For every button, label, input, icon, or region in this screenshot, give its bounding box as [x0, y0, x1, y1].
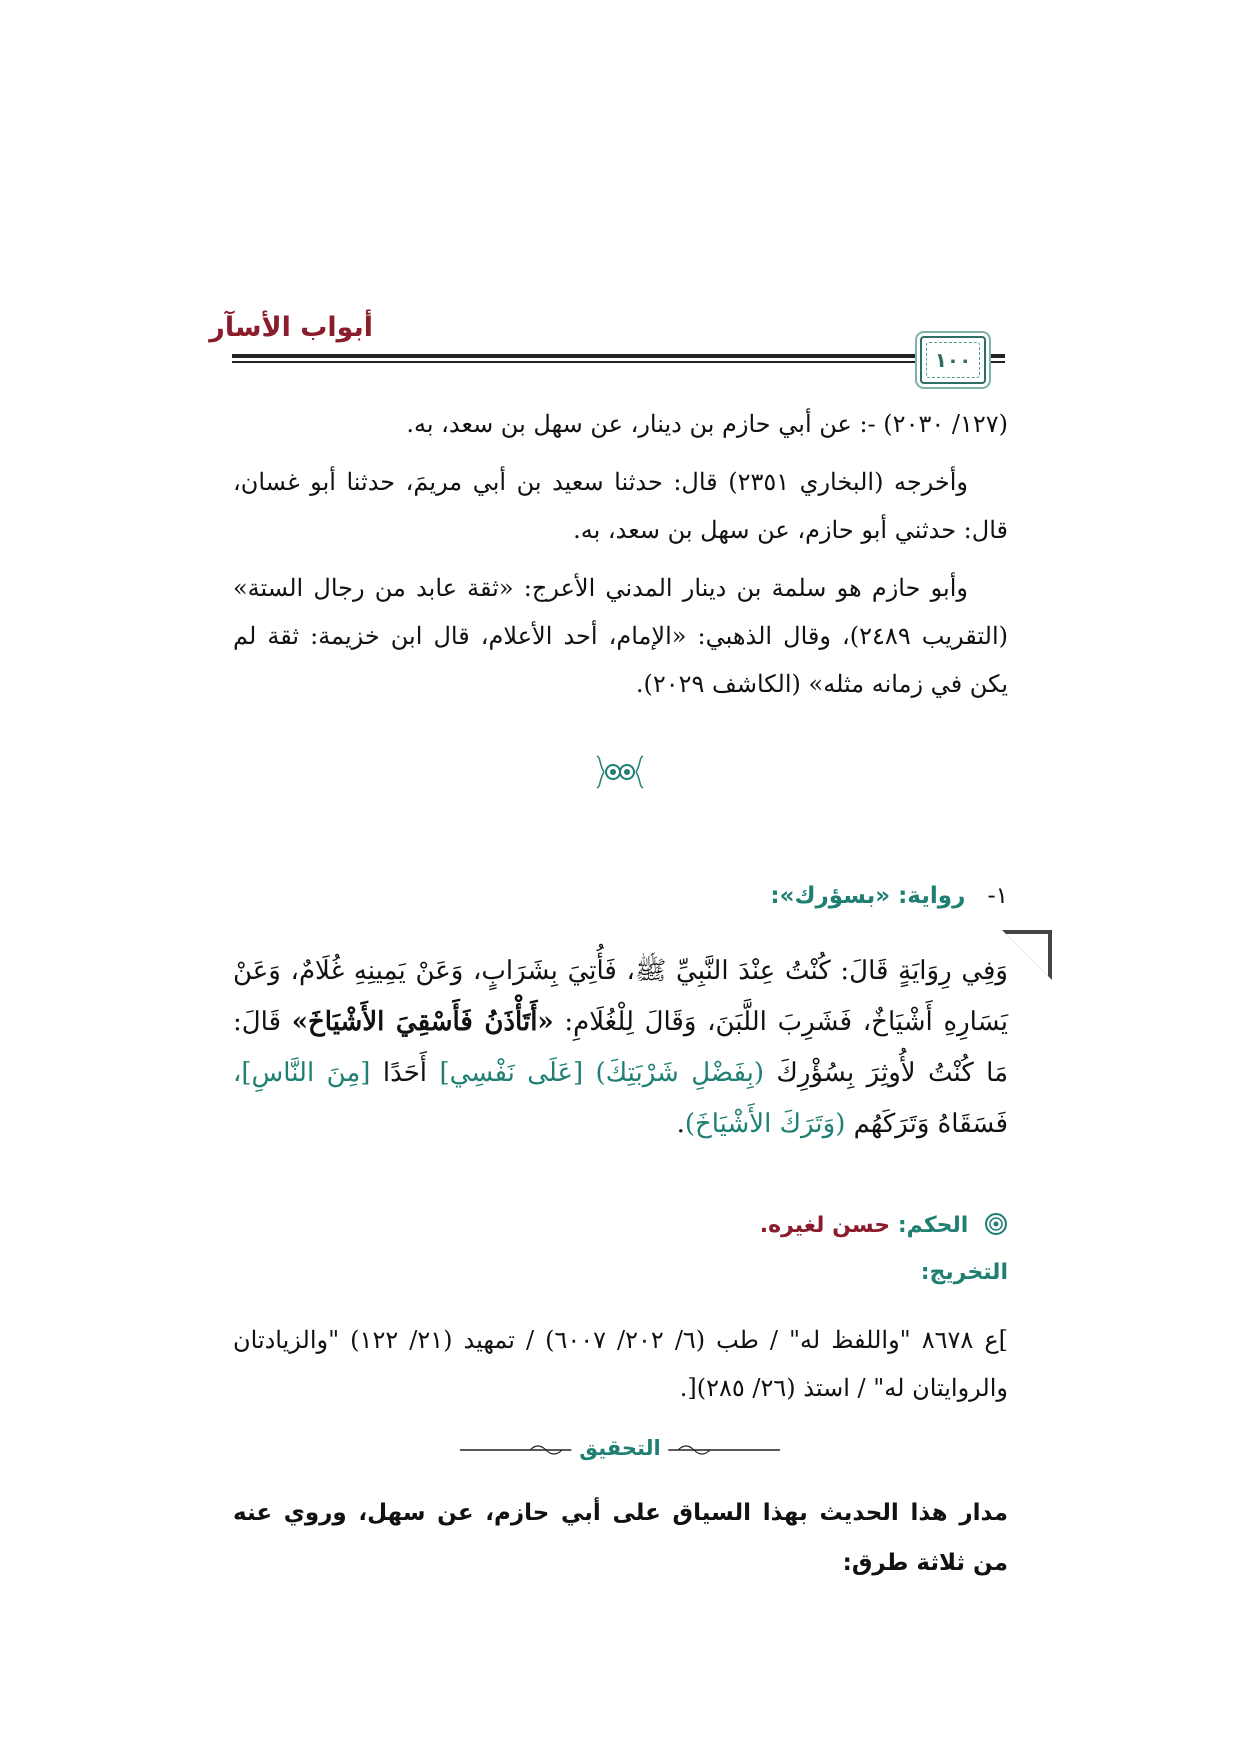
hadith-part: .: [676, 1109, 685, 1139]
conclusion-text: [233, 1488, 1008, 1598]
intro-text: [233, 400, 1008, 718]
floral-divider-icon: [595, 752, 645, 792]
hadith-part: أَحَدًا: [382, 1058, 428, 1088]
hadith-part: وَفِي رِوَايَةٍ قَالَ: كُنْتُ عِنْدَ النَّبِيِّ ﷺ، فَأُتِيَ بِشَرَابٍ، وَعَنْ يَمِينِهِ غُلَامٌ، وَعَنْ يَسَارِهِ أَشْيَاخٌ، فَشَرِبَ اللَّبَنَ، وَقَالَ لِلْغُلَامِ:: [233, 956, 1009, 1037]
rosette-icon: [984, 1212, 1008, 1236]
hadith-part: فَسَقَاهُ وَتَرَكَهُم: [853, 1109, 1008, 1139]
takhrij-heading: التخريج:: [920, 1260, 1008, 1285]
page-number: ١٠٠: [934, 348, 972, 372]
tahqiq-divider: [460, 1436, 780, 1464]
hadith-variant: (بِفَضْلِ شَرْبَتِكَ) [عَلَى نَفْسِي]: [439, 1058, 764, 1088]
takhrij-sources: ]ع ٨٦٧٨ "واللفظ له" / طب (٦/ ٢٠٢/ ٦٠٠٧) / تمهيد (٢١/ ١٢٢) "والزيادتان والروايتان له" / استذ (٢٦/ ٢٨٥)[.: [233, 1326, 1009, 1402]
header-rule: [232, 354, 1005, 358]
ruling-value: حسن لغيره.: [759, 1213, 891, 1238]
takhrij-text: [233, 1316, 1008, 1422]
paragraph-narrator: وأبو حازم هو سلمة بن دينار المدني الأعرج: «ثقة عابد من رجال الستة» (التقريب ٢٤٨٩)، وقال الذهبي: «الإمام، أحد الأعلام، قال ابن خزيمة: ثقة لم يكن في زمانه مثله» (الكاشف ٢٠٢٩).: [233, 574, 1008, 698]
conclusion-paragraph: مدار هذا الحديث بهذا السياق على أبي حازم، عن سهل، وروي عنه من ثلاثة طرق:: [233, 1500, 1008, 1576]
section-title: رواية: «بسؤرك»:: [770, 883, 966, 909]
paragraph-bukhari: وأخرجه (البخاري ٢٣٥١) قال: حدثنا سعيد بن أبي مريمَ، حدثنا أبو غسان، قال: حدثني أبو حازم، عن سهل بن سعد، به.: [233, 468, 1008, 544]
chapter-title: أبواب الأسآر: [209, 312, 373, 343]
tahqiq-heading: التحقيق: [571, 1436, 668, 1460]
hadith-variant: [مِنَ النَّاسِ]،: [233, 1058, 371, 1088]
hadith-part: قَالَ: مَا كُنْتُ لأُوثِرَ بِسُؤْرِكَ: [233, 1007, 1009, 1088]
hadith-variant: (وَتَرَكَ الأَشْيَاخَ): [684, 1109, 846, 1139]
hadith-text: [233, 946, 1008, 1150]
ruling-line: [760, 1212, 1008, 1238]
ruling-label: الحكم:: [897, 1213, 969, 1238]
section-heading: [770, 883, 1008, 909]
page-number-frame: [920, 336, 986, 384]
section-number: ١-: [987, 883, 1008, 909]
paragraph-continuation: (١٢٧/ ٢٠٣٠) -: عن أبي حازم بن دينار، عن سهل بن سعد، به.: [406, 410, 1008, 438]
hadith-quote: «أَتَأْذَنُ فَأَسْقِيَ الأَشْيَاخَ»: [291, 1007, 554, 1037]
corner-ornament-icon: [1002, 930, 1052, 980]
header-rule-thin: [232, 361, 1005, 363]
